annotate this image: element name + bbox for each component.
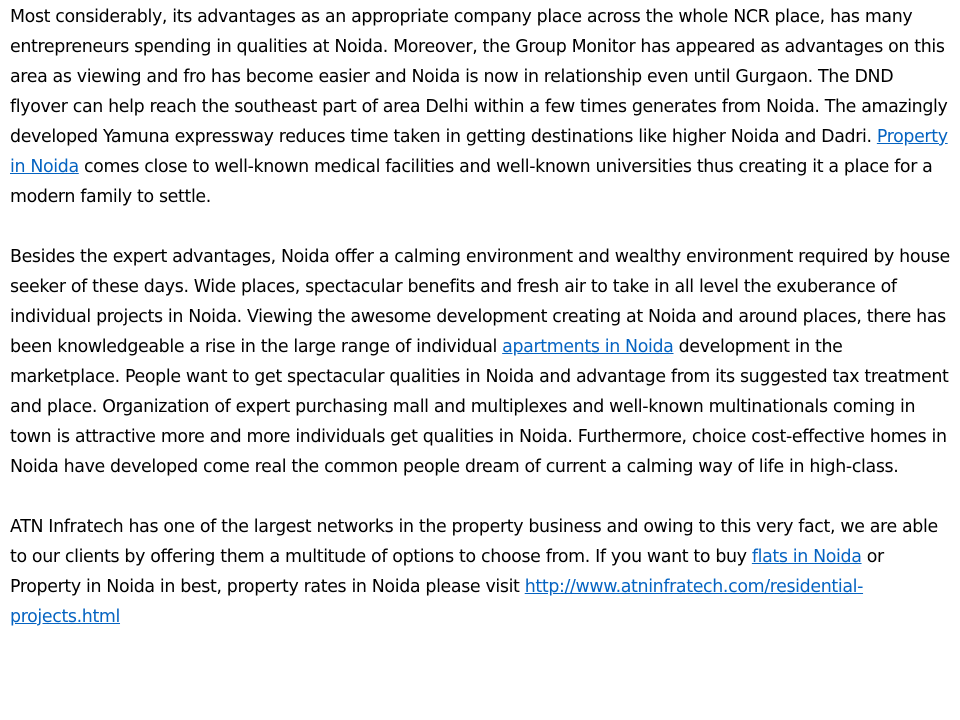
paragraph-1-text-b: comes close to well-known medical facilities and well-known universities thus creating it a place for a modern family to settle. <box>10 157 933 207</box>
paragraph-1-text-a: Most considerably, its advantages as an appropriate company place across the whole NCR place, has many entrepreneurs spending in qualities at Noida. Moreover, the Group Monitor has appeared as advantages on this area as viewing and fro has become easier and Noida is now in relationship even until Gurgaon. The DND flyover can help reach the southeast part of area Delhi within a few times generates from Noida. The amazingly developed Yamuna expressway reduces time taken in getting destinations like higher Noida and Dadri. <box>10 7 948 147</box>
residential-projects-url-link[interactable]: http://www.atninfratech.com/residential-projects.html <box>10 577 864 627</box>
paragraph-2-text-b: development in the marketplace. People want to get spectacular qualities in Noida and advantage from its suggested tax treatment and place. Organization of expert purchasing mall and multiplexes and well-known multinationals coming in town is attractive more and more individuals get qualities in Noida. Furthermore, choice cost-effective homes in Noida have developed come real the common people dream of current a calming way of life in high-class. <box>10 337 949 477</box>
property-in-noida-link[interactable]: Property in Noida <box>10 127 948 177</box>
paragraph-1 <box>10 2 954 212</box>
paragraph-2-text-a: Besides the expert advantages, Noida offer a calming environment and wealthy environment required by house seeker of these days. Wide places, spectacular benefits and fresh air to take in all level the exuberance of individual projects in Noida. Viewing the awesome development creating at Noida and around places, there has been knowledgeable a rise in the large range of individual <box>10 247 950 357</box>
paragraph-2 <box>10 242 954 482</box>
paragraph-3-text-a: ATN Infratech has one of the largest networks in the property business and owing to this very fact, we are able to our clients by offering them a multitude of options to choose from. If you want to buy <box>10 517 938 567</box>
paragraph-3-text-b: or Property in Noida in best, property rates in Noida please visit <box>10 547 884 597</box>
flats-in-noida-link[interactable]: flats in Noida <box>751 547 862 567</box>
apartments-in-noida-link[interactable]: apartments in Noida <box>502 337 674 357</box>
document-body <box>10 2 954 632</box>
paragraph-3 <box>10 512 954 632</box>
